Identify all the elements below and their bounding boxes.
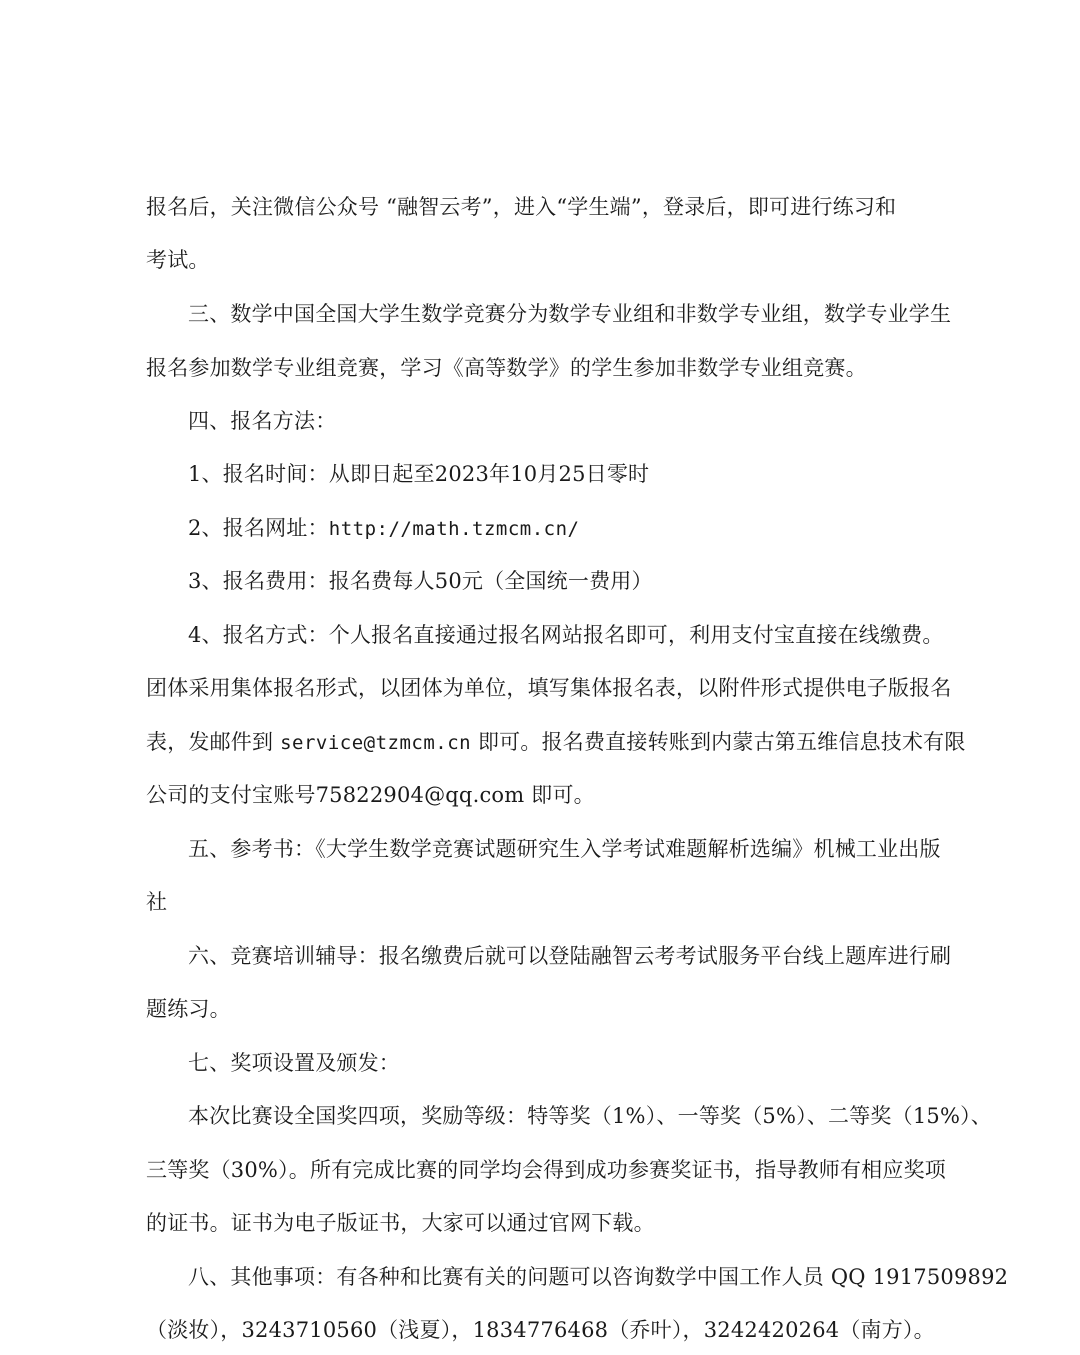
text-line: 三等奖（30%）。所有完成比赛的同学均会得到成功参赛奖证书，指导教师有相应奖项: [146, 1158, 946, 1182]
section-4-heading: 四、报名方法：: [188, 409, 337, 433]
text-line: 题练习。: [146, 997, 231, 1021]
text-line: 报名后，关注微信公众号 “融智云考”，进入“学生端”，登录后，即可进行练习和: [146, 195, 897, 219]
awards-line: 本次比赛设全国奖四项，奖励等级：特等奖（1%）、一等奖（5%）、二等奖（15%）、: [188, 1104, 993, 1128]
text-line: 团体采用集体报名形式，以团体为单位，填写集体报名表，以附件形式提供电子版报名: [146, 676, 952, 700]
alipay-account-line: 公司的支付宝账号75822904@qq.com 即可。: [146, 783, 595, 807]
registration-fee: 3、报名费用：报名费每人50元（全国统一费用）: [188, 569, 653, 593]
contact-numbers: （淡妆），3243710560（浅夏），1834776468（乔叶），3242420264（南方）。: [146, 1318, 935, 1342]
registration-url[interactable]: http://math.tzmcm.cn/: [328, 518, 580, 540]
text-line: 的证书。证书为电子版证书，大家可以通过官网下载。: [146, 1211, 655, 1235]
section-7-heading: 七、奖项设置及颁发：: [188, 1051, 400, 1075]
registration-url-label: 2、报名网址：: [188, 516, 329, 540]
text-line: 报名参加数学专业组竞赛，学习《高等数学》的学生参加非数学专业组竞赛。: [146, 356, 867, 380]
text-line: 社: [146, 890, 168, 914]
section-5-reference-book: 五、参考书：《大学生数学竞赛试题研究生入学考试难题解析选编》机械工业出版: [188, 837, 941, 861]
email-address[interactable]: service@tzmcm.cn: [280, 732, 472, 754]
registration-method-line: 4、报名方式：个人报名直接通过报名网站报名即可，利用支付宝直接在线缴费。: [188, 623, 944, 647]
section-3-heading-line: 三、数学中国全国大学生数学竞赛分为数学专业组和非数学专业组，数学专业学生: [188, 302, 952, 326]
section-8-contact: 八、其他事项：有各种和比赛有关的问题可以咨询数学中国工作人员 QQ 1917509892: [188, 1265, 1009, 1289]
registration-url-line: [188, 514, 988, 543]
section-6-training: 六、竞赛培训辅导：报名缴费后就可以登陆融智云考考试服务平台线上题库进行刷: [188, 944, 952, 968]
email-suffix: 即可。报名费直接转账到内蒙古第五维信息技术有限: [471, 730, 966, 754]
text-line: 考试。: [146, 248, 210, 272]
email-prefix: 表，发邮件到: [146, 730, 281, 754]
registration-time: 1、报名时间：从即日起至2023年10月25日零时: [188, 462, 650, 486]
email-line: [146, 728, 966, 757]
